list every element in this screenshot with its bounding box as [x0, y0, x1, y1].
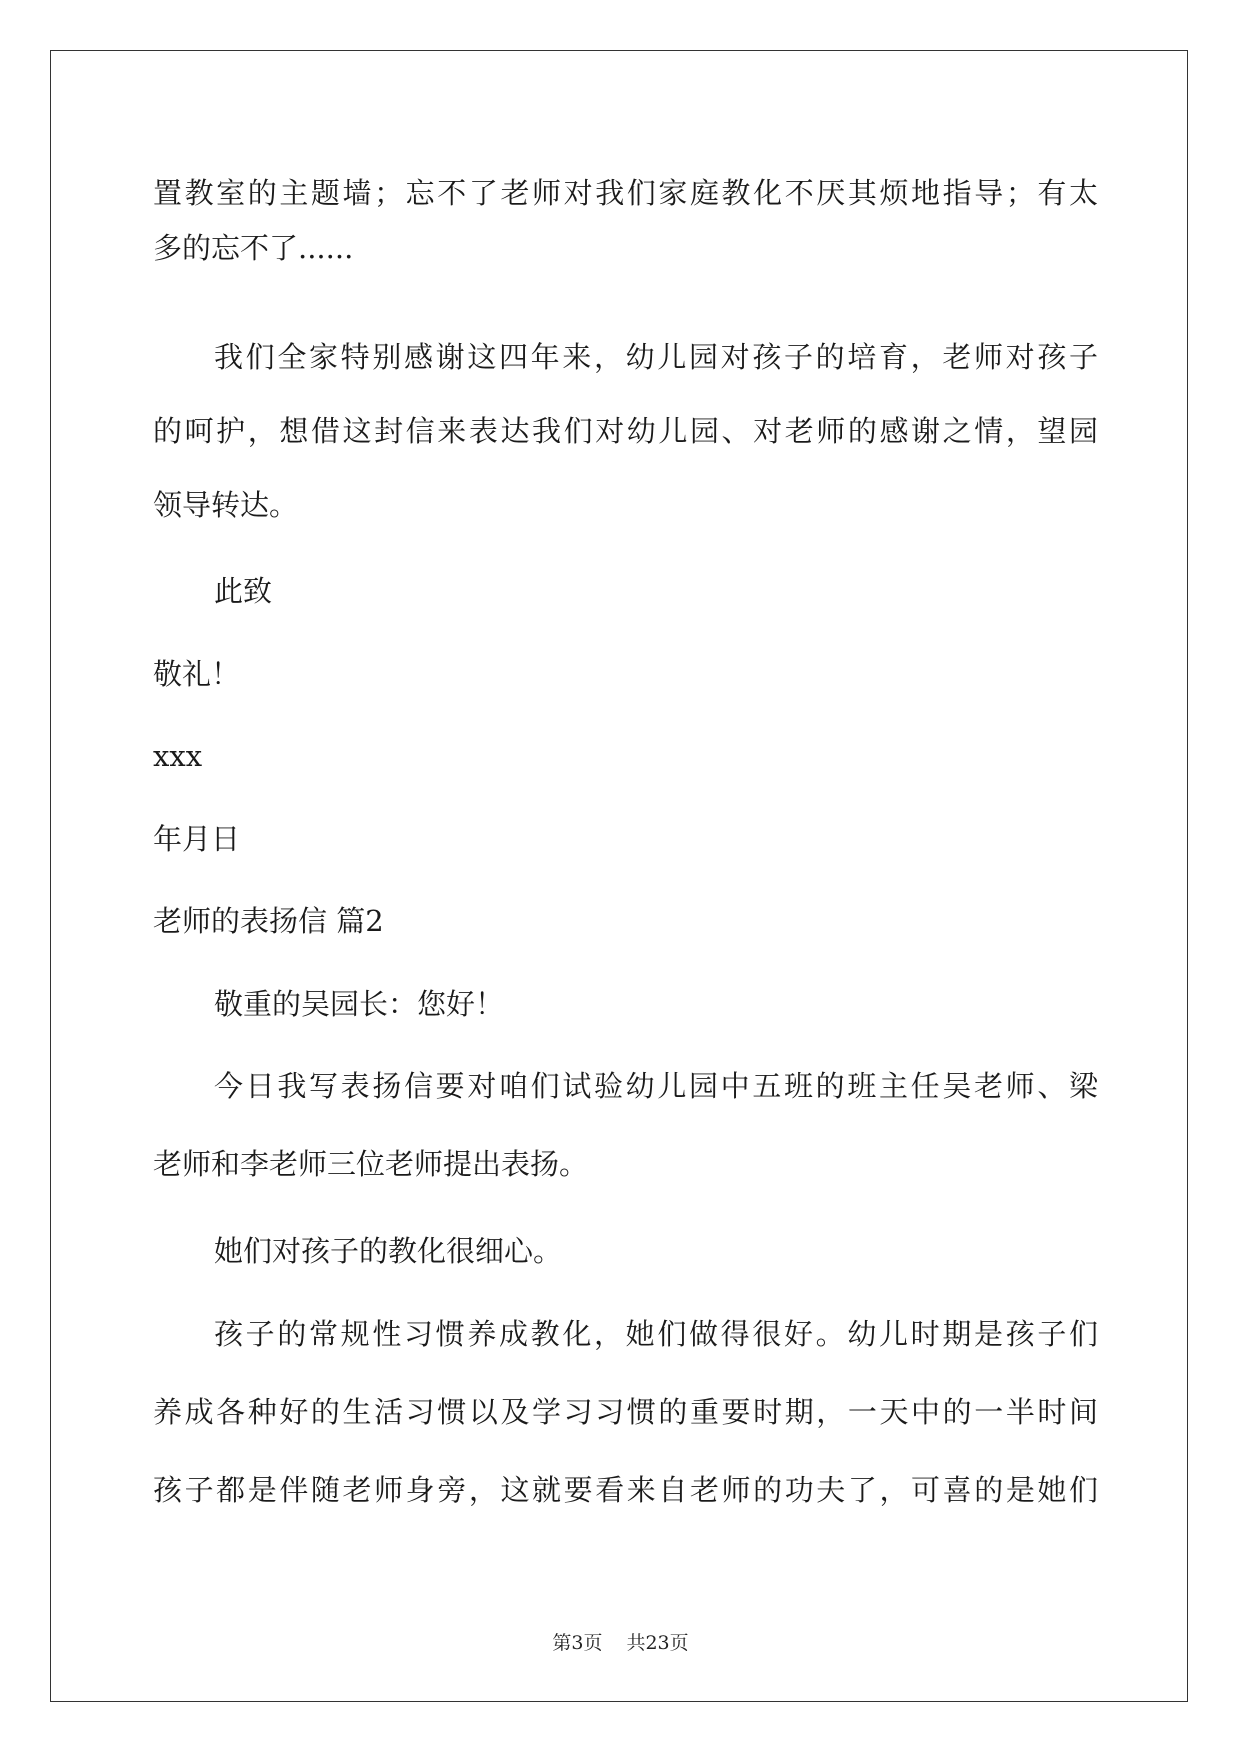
body-line-3: 我们全家特别感谢这四年来，幼儿园对孩子的培育，老师对孩子 [214, 340, 1098, 374]
section-heading: 老师的表扬信 篇2 [153, 904, 384, 938]
closing-regards: 敬礼！ [153, 657, 241, 691]
signature-name: xxx [153, 739, 203, 773]
body-line-4: 的呵护，想借这封信来表达我们对幼儿园、对老师的感谢之情，望园 [153, 414, 1098, 448]
body-line-10: 养成各种好的生活习惯以及学习习惯的重要时期，一天中的一半时间 [153, 1395, 1098, 1429]
body-line-8: 她们对孩子的教化很细心。 [214, 1234, 563, 1268]
signature-date: 年月日 [153, 822, 241, 856]
page-number: 第3页 [552, 1632, 603, 1654]
letter-greeting: 敬重的吴园长：您好！ [214, 987, 505, 1021]
body-line-6: 今日我写表扬信要对咱们试验幼儿园中五班的班主任吴老师、梁 [214, 1069, 1098, 1103]
body-line-11: 孩子都是伴随老师身旁，这就要看来自老师的功夫了，可喜的是她们 [153, 1473, 1098, 1507]
page-total: 共23页 [626, 1632, 689, 1654]
body-line-2: 多的忘不了...... [153, 231, 354, 265]
page-frame [50, 50, 1188, 1702]
body-line-7: 老师和李老师三位老师提出表扬。 [153, 1147, 589, 1181]
page-footer [0, 1631, 1241, 1655]
closing-salutation: 此致 [214, 574, 273, 608]
body-line-1: 置教室的主题墙；忘不了老师对我们家庭教化不厌其烦地指导；有太 [153, 176, 1098, 210]
body-line-9: 孩子的常规性习惯养成教化，她们做得很好。幼儿时期是孩子们 [214, 1317, 1098, 1351]
body-line-5: 领导转达。 [153, 488, 299, 522]
